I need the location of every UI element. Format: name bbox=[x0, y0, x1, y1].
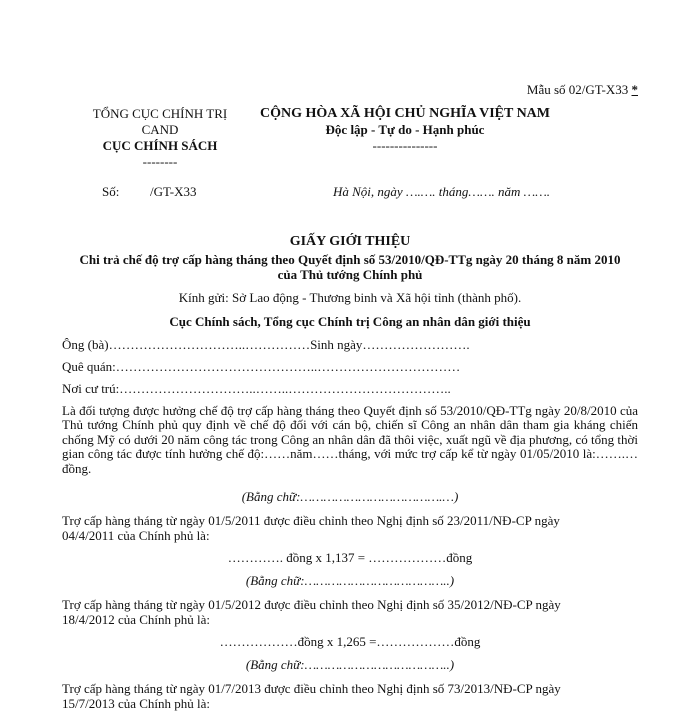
adjustment-2011-formula: …………. đồng x 1,137 = ………………đồng bbox=[227, 550, 473, 565]
document-number-label: Số: bbox=[102, 184, 120, 199]
document-number-code: /GT-X33 bbox=[150, 184, 197, 199]
adjustment-2011-line1: Trợ cấp hàng tháng từ ngày 01/5/2011 được điều chỉnh theo Nghị định số 23/2011/NĐ-CP ngày bbox=[62, 513, 560, 528]
national-header bbox=[255, 106, 555, 154]
adjustment-2012-formula: ………………đồng x 1,265 =………………đồng bbox=[219, 634, 481, 649]
eligibility-paragraph: Là đối tượng được hưởng chế độ trợ cấp hàng tháng theo Quyết định số 53/2010/QĐ-TTg ngày 20/8/2010 của Thủ tướng Chính phủ quy định về chế độ đối với cán bộ, chiến sĩ Công an nhân dân tham gia kháng chiến chống Mỹ có dưới 20 năm công tác trong Công an nhân dân đã thôi việc, xuất ngũ về địa phương, có tổng thời gian công tác được tính hưởng chế độ:……năm……tháng, với mức trợ cấp kể từ ngày 01/05/2010 là:…….… đồng. bbox=[62, 403, 638, 476]
agency-line2: CAND bbox=[141, 122, 179, 137]
adjustment-2011-line2: 04/4/2011 của Chính phủ là: bbox=[62, 528, 210, 543]
national-title: CỘNG HÒA XÃ HỘI CHỦ NGHĨA VIỆT NAM bbox=[259, 106, 550, 121]
adjustment-2013-line1: Trợ cấp hàng tháng từ ngày 01/7/2013 được điều chỉnh theo Nghị định số 73/2013/NĐ-CP ngày bbox=[62, 681, 561, 696]
adjustment-2012-words: (Bằng chữ:………………………………..) bbox=[245, 657, 455, 672]
subtitle-line2: của Thủ tướng Chính phủ bbox=[277, 267, 423, 282]
residence-field: Nơi cư trú:…………………………..……..……………………………….. bbox=[62, 381, 451, 396]
adjustment-2011-words: (Bằng chữ:………………………………..) bbox=[245, 573, 455, 588]
introducer: Cục Chính sách, Tổng cục Chính trị Công an nhân dân giới thiệu bbox=[169, 314, 531, 329]
agency-line1: TỔNG CỤC CHÍNH TRỊ bbox=[92, 106, 228, 121]
place-date: Hà Nội, ngày ….…. tháng……. năm ……. bbox=[333, 184, 551, 199]
form-number-mark: * bbox=[631, 82, 638, 97]
adjustment-2012-line2: 18/4/2012 của Chính phủ là: bbox=[62, 612, 211, 627]
adjustment-2012-line1: Trợ cấp hàng tháng từ ngày 01/5/2012 được điều chỉnh theo Nghị định số 35/2012/NĐ-CP ngày bbox=[62, 597, 561, 612]
hometown-field: Quê quán:………………………………………..…………………………… bbox=[62, 359, 461, 374]
agency-line3: CỤC CHÍNH SÁCH bbox=[102, 138, 218, 153]
name-birth-field: Ông (bà)…………………………..……………Sinh ngày……………………. bbox=[62, 337, 470, 352]
adjustment-2013-line2: 15/7/2013 của Chính phủ là: bbox=[62, 696, 211, 711]
form-number bbox=[527, 82, 638, 98]
document-title: GIẤY GIỚI THIỆU bbox=[289, 234, 411, 249]
amount-in-words-2010: (Bằng chữ:……………………………….…) bbox=[241, 489, 459, 504]
subtitle-line1: Chi trả chế độ trợ cấp hàng tháng theo Quyết định số 53/2010/QĐ-TTg ngày 20 tháng 8 năm 2010 bbox=[79, 252, 621, 267]
agency-header bbox=[60, 106, 260, 170]
form-number-text: Mẫu số 02/GT-X33 bbox=[526, 82, 629, 97]
agency-rule: -------- bbox=[142, 154, 178, 169]
addressee: Kính gửi: Sở Lao động - Thương binh và Xã hội tỉnh (thành phố). bbox=[178, 290, 522, 305]
national-motto: Độc lập - Tự do - Hạnh phúc bbox=[325, 122, 485, 137]
national-rule: --------------- bbox=[372, 138, 438, 153]
